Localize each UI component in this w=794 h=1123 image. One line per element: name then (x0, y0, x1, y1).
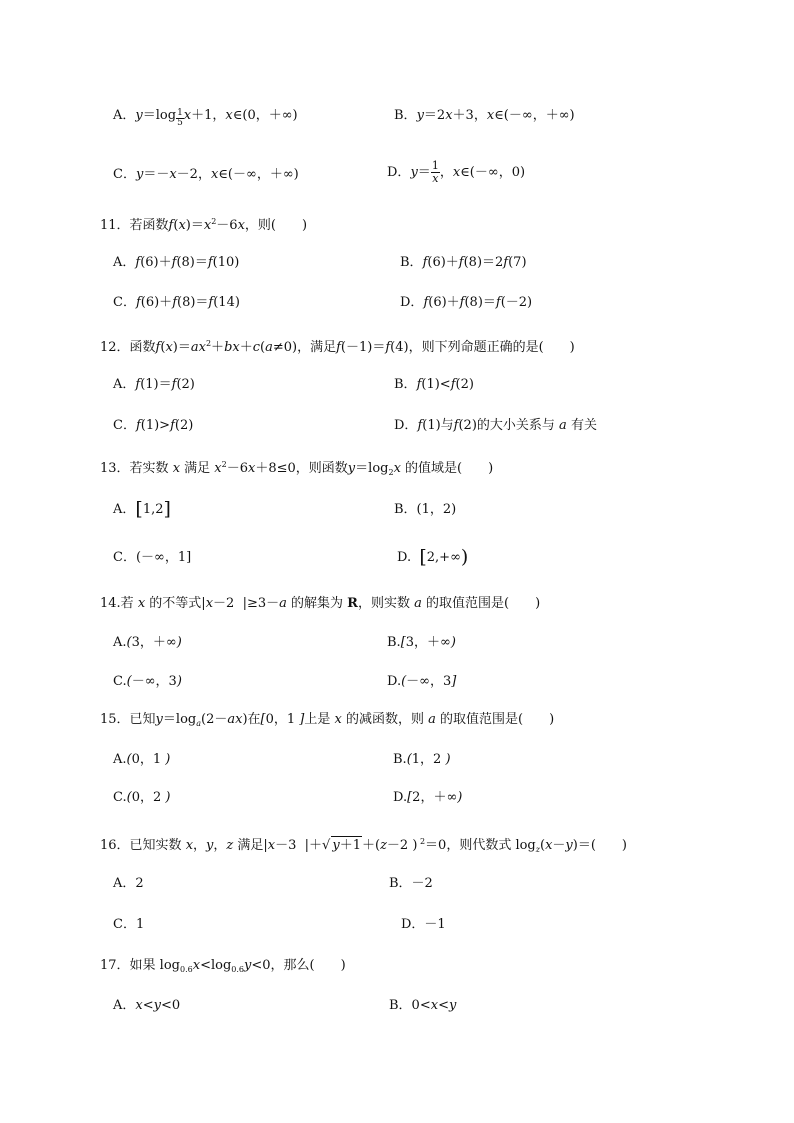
q13-option-b: B．(1，2) (394, 502, 457, 517)
q14-option-b: B.[3，＋∞) (387, 635, 456, 650)
q11-option-d: D．f(6)＋f(8)＝f(－2) (400, 295, 533, 310)
q11-option-c: C．f(6)＋f(8)＝f(14) (113, 295, 240, 310)
q15-option-d: D.[2，＋∞) (393, 790, 463, 805)
q16-option-d: D．－1 (401, 917, 446, 932)
q15-option-a: A.(0，1 ) (113, 752, 171, 767)
q12-stem: 12．函数$f(x)=ax^2+bx+c(a\ne 0)$，满足f(－1)＝f(4)，则下列命题正确的是( ) (100, 339, 575, 355)
q15-option-b: B.(1，2 ) (393, 752, 451, 767)
q15-stem: 15．已知$y=\log_a(2-ax)$在[0，1 ]上是 x 的减函数，则 a 的取值范围是( ) (100, 712, 555, 728)
q10-option-b: B．y＝2x＋3，x∈(－∞，＋∞) (394, 108, 575, 123)
q12-option-b: B．f(1)<f(2) (394, 377, 474, 392)
q14-option-c: C.(－∞，3) (113, 674, 182, 689)
q11-stem: 11．若函数$f(x)=x^2-6x$，则( ) (100, 217, 308, 233)
q10-option-c: C．y＝－x－2，x∈(－∞，＋∞) (113, 167, 299, 182)
q13-option-c: C．(－∞，1] (113, 550, 192, 565)
q10-option-d: D．y＝ $\frac{1}{x}$ ，x∈(－∞，0) (387, 159, 526, 185)
q13-option-a: A．[1,2] (113, 498, 171, 520)
q12-option-a: A．f(1)＝f(2) (113, 377, 195, 392)
q12-option-d: D．f(1)与f(2)的大小关系与 a 有关 (394, 418, 597, 433)
q10-option-a: A．y＝log $\frac{1}{5}$ x＋1，x∈(0，＋∞) (113, 108, 298, 128)
q17-option-b: B．0<x<y (389, 998, 457, 1013)
q14-option-d: D.(－∞，3] (387, 674, 457, 689)
q14-option-a: A.(3，＋∞) (113, 635, 182, 650)
q16-option-a: A．2 (113, 876, 144, 891)
q13-option-d: D. [2,+∞) (397, 546, 469, 568)
q11-option-b: B．f(6)＋f(8)＝2f(7) (400, 255, 527, 270)
q17-option-a: A．x<y<0 (113, 998, 181, 1013)
q16-stem: 16．已知实数 x，y，z 满足|x－3 |＋√ y＋1＋(z－2 ) $^2$＝0，则代数式 $\log_z(x-y)=$( ) (100, 837, 627, 854)
q12-option-c: C．f(1)>f(2) (113, 418, 194, 433)
q11-option-a: A．f(6)＋f(8)＝f(10) (113, 255, 240, 270)
q14-stem: 14.若 x 的不等式|x－2 |≥3－a 的解集为 R，则实数 a 的取值范围是( ) (100, 596, 541, 611)
q16-option-b: B．－2 (389, 876, 433, 891)
q15-option-c: C.(0，2 ) (113, 790, 171, 805)
q16-option-c: C．1 (113, 917, 145, 932)
q17-stem: 17．如果 $\log_{0.6}x<\log_{0.6}y<0$，那么( ) (100, 958, 346, 974)
q13-stem: 13．若实数 x 满足 $x^2-6x+8\le 0$，则函数$y=\log_2x$ 的值域是( ) (100, 460, 494, 477)
